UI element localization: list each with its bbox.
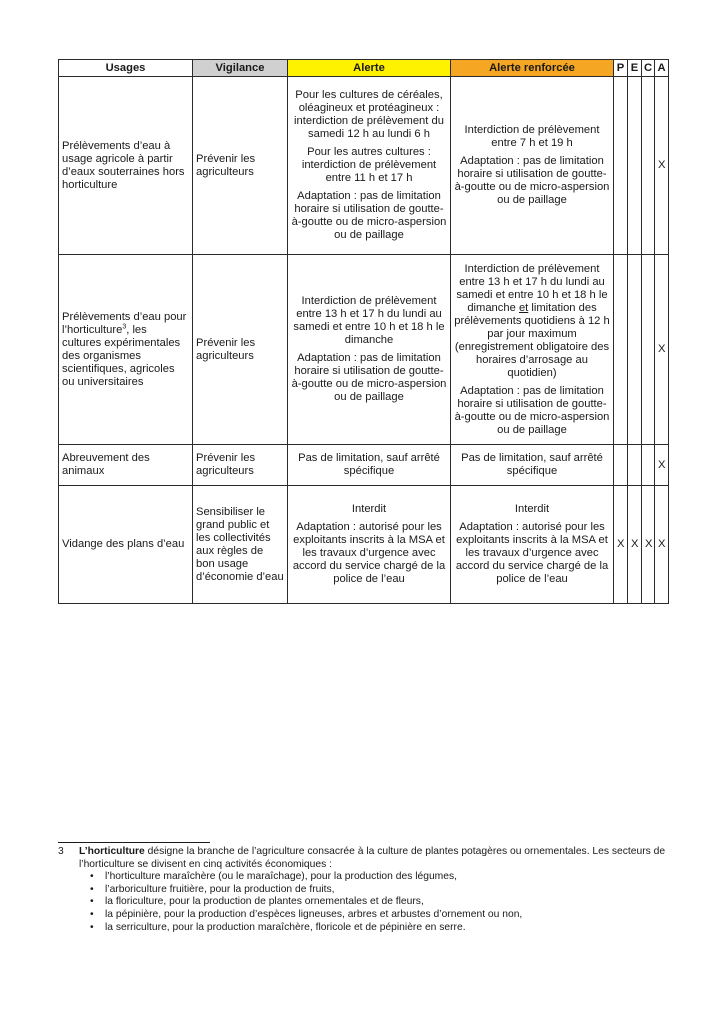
vigilance-cell: Prévenir les agriculteurs [193,445,288,486]
header-vigilance: Vigilance [193,60,288,77]
footnote-term: L’horticulture [79,846,145,857]
alerte-text: Adaptation : pas de limitation horaire si utilisation de goutte-à-goutte ou de micro-aspersion ou de paillage [291,352,447,403]
table-header-row [59,60,669,77]
mark-e [628,255,642,445]
alerte-renforcee-text: Adaptation : pas de limitation horaire si utilisation de goutte-à-goutte ou de micro-aspersion ou de paillage [454,155,610,206]
header-c: C [642,60,655,77]
alerte-renforcee-cell [451,255,614,445]
header-usages: Usages [59,60,193,77]
alerte-text: Adaptation : autorisé pour les exploitants inscrits à la MSA et les travaux d’urgence avec accord du service chargé de la police de l’eau [292,521,446,585]
alerte-text: Interdiction de prélèvement entre 13 h et 17 h du lundi au samedi et entre 10 h et 18 h le dimanche [293,295,445,346]
bullet-icon: • [90,908,94,920]
header-alerte: Alerte [288,60,451,77]
table-row [59,255,669,445]
usage-cell: Vidange des plans d’eau [59,486,193,604]
usage-text: , les cultures expérimentales des organismes scientifiques, agricoles ou universitaires [62,323,181,388]
footnote-text: désigne la branche de l’agriculture consacrée à la culture de plantes potagères ou ornementales. Les secteurs de l’horticulture se divisent en cinq activités économiques : [79,846,666,870]
alerte-cell [288,445,451,486]
mark-p: X [614,486,628,604]
vigilance-cell: Prévenir les agriculteurs [193,255,288,445]
list-item [90,871,668,884]
alerte-renforcee-cell [451,445,614,486]
list-item-text: l’horticulture maraîchère (ou le maraîchage), pour la production des légumes, [105,871,457,883]
list-item [90,908,668,922]
alerte-renforcee-text: Adaptation : pas de limitation horaire si utilisation de goutte-à-goutte ou de micro-aspersion ou de paillage [454,384,610,436]
footnote [58,846,668,934]
usage-cell: Prélèvements d’eau à usage agricole à partir d’eaux souterraines hors horticulture [59,77,193,255]
mark-p [614,77,628,255]
vigilance-cell: Sensibiliser le grand public et les collectivités aux règles de bon usage d’économie d’eau [193,486,288,604]
mark-a: X [655,255,669,445]
footnote-number: 3 [58,846,64,857]
list-item-text: la floriculture, pour la production de plantes ornementales et de fleurs, [105,896,424,908]
alerte-text: Adaptation : pas de limitation horaire si utilisation de goutte-à-goutte ou de micro-aspersion ou de paillage [291,190,447,241]
usage-cell: Abreuvement des animaux [59,445,193,486]
bullet-icon: • [90,896,94,908]
usage-text: Prélèvements d’eau pour l’horticulture [62,310,187,336]
bullet-icon: • [90,921,94,933]
alerte-renforcee-text: Interdit [514,503,550,515]
mark-a: X [655,77,669,255]
table-row [59,486,669,604]
alerte-text: Pour les cultures de céréales, oléagineux et protéagineux : interdiction de prélèvement du samedi 12 h au lundi 6 h [294,89,444,140]
mark-c [642,445,655,486]
usage-cell [59,255,193,445]
footnote-divider [58,842,210,843]
mark-e: X [628,486,642,604]
list-item-text: la pépinière, pour la production d’espèces ligneuses, arbres et arbustes d’ornement ou non, [105,908,523,920]
header-p: P [614,60,628,77]
underlined-word: et [518,301,529,314]
alerte-renforcee-text [454,263,610,380]
alerte-cell [288,77,451,255]
list-item-text: la serriculture, pour la production maraîchère, floricole et de pépinière en serre. [105,921,466,933]
text-span: limitation des prélèvements quotidiens à 12 h par jour maximum (enregistrement obligatoire des horaires d’arrosage au quotidien) [454,301,610,379]
alerte-cell [288,486,451,604]
mark-c [642,77,655,255]
bullet-icon: • [90,883,94,895]
header-a: A [655,60,669,77]
text-span: Interdiction de prélèvement entre 13 h et 17 h du lundi au samedi et entre 10 h et 18 h le dimanche [456,262,608,314]
alerte-renforcee-cell [451,77,614,255]
mark-e [628,77,642,255]
alerte-renforcee-text: Pas de limitation, sauf arrêté spécifique [461,452,603,477]
footnote-ref: 3 [122,322,127,330]
mark-c [642,255,655,445]
table-row [59,445,669,486]
header-e: E [628,60,642,77]
alerte-renforcee-text: Interdiction de prélèvement entre 7 h et 19 h [464,124,600,149]
alerte-cell [288,255,451,445]
alerte-renforcee-cell [451,486,614,604]
alerte-text: Pour les autres cultures : interdiction de prélèvement entre 11 h et 17 h [301,146,437,184]
list-item [90,921,668,935]
mark-c: X [642,486,655,604]
header-alerte-renforcee: Alerte renforcée [451,60,614,77]
table-row [59,77,669,255]
mark-a: X [655,486,669,604]
alerte-text: Interdit [351,503,387,515]
mark-e [628,445,642,486]
bullet-icon: • [90,871,94,883]
vigilance-cell: Prévenir les agriculteurs [193,77,288,255]
footnote-body [79,846,668,934]
list-item [90,896,668,909]
mark-p [614,255,628,445]
alerte-text: Pas de limitation, sauf arrêté spécifique [298,452,440,477]
list-item [90,883,668,897]
restrictions-table [58,59,669,604]
footnote-list [79,871,668,934]
alerte-renforcee-text: Adaptation : autorisé pour les exploitants inscrits à la MSA et les travaux d’urgence avec accord du service chargé de la police de l’eau [455,521,609,585]
list-item-text: l’arboriculture fruitière, pour la production de fruits, [105,883,335,895]
mark-a: X [655,445,669,486]
mark-p [614,445,628,486]
